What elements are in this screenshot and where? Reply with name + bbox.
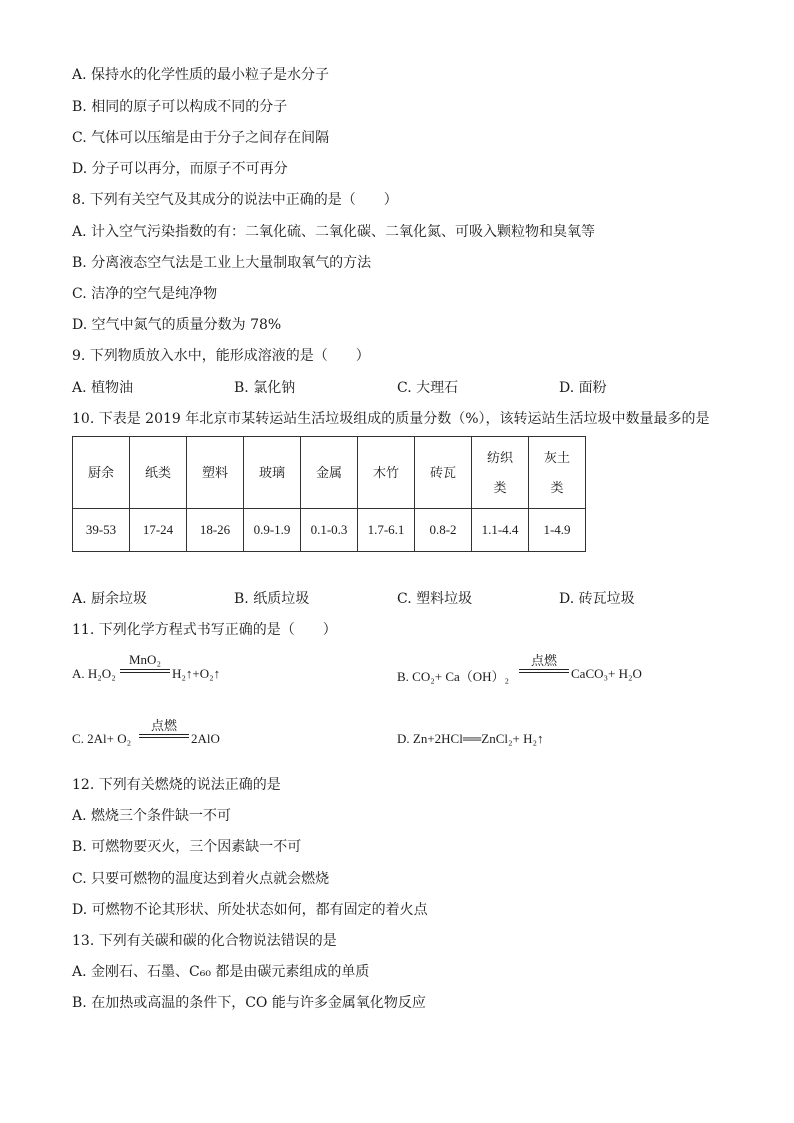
q11-option-b — [397, 654, 667, 686]
header-soil-line1: 灰土 — [543, 449, 570, 465]
q13-option-a: A. 金刚石、石墨、C₆₀ 都是由碳元素组成的单质 — [72, 964, 370, 980]
q12-stem: 12. 下列有关燃烧的说法正确的是 — [72, 777, 281, 793]
table-value-cell: 0.9-1.9 — [244, 509, 301, 552]
header-textile-line1: 纺织 — [486, 449, 513, 465]
q10-option-a: A. 厨余垃圾 — [72, 591, 148, 607]
equation-products: 2AlO — [191, 731, 220, 746]
q7-option-a: A. 保持水的化学性质的最小粒子是水分子 — [72, 67, 330, 83]
table-value-cell: 17-24 — [130, 509, 187, 552]
table-value-cell: 1.7-6.1 — [358, 509, 415, 552]
equation-reactants: B. CO₂+ Ca（OH）₂ — [397, 669, 510, 684]
table-value-cell: 18-26 — [187, 509, 244, 552]
equation-reactants: C. 2Al+ O₂ — [72, 731, 132, 746]
q13-option-b: B. 在加热或高温的条件下，CO 能与许多金属氧化物反应 — [72, 995, 426, 1011]
equation-products: H₂↑+O₂↑ — [172, 666, 221, 681]
equation-products: CaCO₃+ H₂O — [571, 666, 642, 681]
q11-option-a — [72, 652, 242, 686]
q9-option-b: B. 氯化钠 — [234, 380, 296, 396]
table-header-cell: 砖瓦 — [415, 437, 472, 509]
table-value-cell: 1.1-4.4 — [472, 509, 529, 552]
table-header-cell: 玻璃 — [244, 437, 301, 509]
table-value-row — [73, 509, 586, 552]
q10-option-c: C. 塑料垃圾 — [397, 591, 473, 607]
reaction-condition-arrow — [519, 652, 569, 678]
equals-line-bottom — [120, 672, 170, 673]
equals-line-bottom — [139, 737, 189, 738]
q9-option-d: D. 面粉 — [559, 380, 607, 396]
q7-option-d: D. 分子可以再分，而原子不可再分 — [72, 161, 288, 177]
header-textile-line2: 类 — [493, 479, 507, 495]
q13-stem: 13. 下列有关碳和碳的化合物说法错误的是 — [72, 933, 337, 949]
q8-option-b: B. 分离液态空气法是工业上大量制取氧气的方法 — [72, 255, 372, 271]
q9-option-a: A. 植物油 — [72, 380, 134, 396]
equals-line-top — [120, 669, 170, 670]
q11-stem: 11. 下列化学方程式书写正确的是（ ） — [72, 622, 337, 638]
garbage-composition-table — [72, 436, 586, 552]
q7-option-b: B. 相同的原子可以构成不同的分子 — [72, 99, 288, 115]
q11-option-c — [72, 719, 242, 751]
equals-line-top — [519, 669, 569, 670]
table-value-cell: 0.1-0.3 — [301, 509, 358, 552]
catalyst-label: MnO₂ — [129, 652, 161, 667]
equation-reactants: A. H₂O₂ — [72, 666, 116, 681]
condition-label: 点燃 — [530, 654, 557, 669]
q7-option-c: C. 气体可以压缩是由于分子之间存在间隔 — [72, 130, 330, 146]
q11-option-d — [397, 731, 597, 751]
table-header-row — [73, 437, 586, 509]
table-header-cell: 纸类 — [130, 437, 187, 509]
table-header-cell — [529, 437, 586, 509]
table-header-cell: 金属 — [301, 437, 358, 509]
table-value-cell: 39-53 — [73, 509, 130, 552]
equation-text: D. Zn+2HCl══ZnCl₂+ H₂↑ — [397, 731, 544, 746]
q9-stem: 9. 下列物质放入水中，能形成溶液的是（ ） — [72, 348, 370, 364]
table-value-cell: 1-4.9 — [529, 509, 586, 552]
header-soil-line2: 类 — [550, 479, 564, 495]
q10-stem: 10. 下表是 2019 年北京市某转运站生活垃圾组成的质量分数（%），该转运站生活垃圾中数量最多的是 — [72, 411, 710, 427]
table-header-cell — [472, 437, 529, 509]
q8-option-d: D. 空气中氮气的质量分数为 78% — [72, 317, 282, 333]
q9-options — [72, 378, 692, 398]
q8-option-a: A. 计入空气污染指数的有：二氧化硫、二氧化碳、二氧化氮、可吸入颗粒物和臭氧等 — [72, 224, 596, 240]
table-value-cell: 0.8-2 — [415, 509, 472, 552]
q10-options — [72, 589, 692, 609]
table-header-cell: 木竹 — [358, 437, 415, 509]
table-header-cell: 厨余 — [73, 437, 130, 509]
q12-option-a: A. 燃烧三个条件缺一不可 — [72, 808, 232, 824]
equals-line-bottom — [519, 672, 569, 673]
q8-option-c: C. 洁净的空气是纯净物 — [72, 286, 218, 302]
equals-line-top — [139, 734, 189, 735]
q9-option-c: C. 大理石 — [397, 380, 459, 396]
q8-stem: 8. 下列有关空气及其成分的说法中正确的是（ ） — [72, 192, 398, 208]
reaction-condition-arrow — [139, 717, 189, 743]
q12-option-b: B. 可燃物要灭火，三个因素缺一不可 — [72, 839, 302, 855]
q12-option-c: C. 只要可燃物的温度达到着火点就会燃烧 — [72, 871, 330, 887]
q12-option-d: D. 可燃物不论其形状、所处状态如何，都有固定的着火点 — [72, 902, 428, 918]
condition-label: 点燃 — [150, 719, 177, 734]
q10-option-d: D. 砖瓦垃圾 — [559, 591, 635, 607]
reaction-condition-arrow — [120, 652, 170, 678]
table-header-cell: 塑料 — [187, 437, 244, 509]
q10-option-b: B. 纸质垃圾 — [234, 591, 310, 607]
